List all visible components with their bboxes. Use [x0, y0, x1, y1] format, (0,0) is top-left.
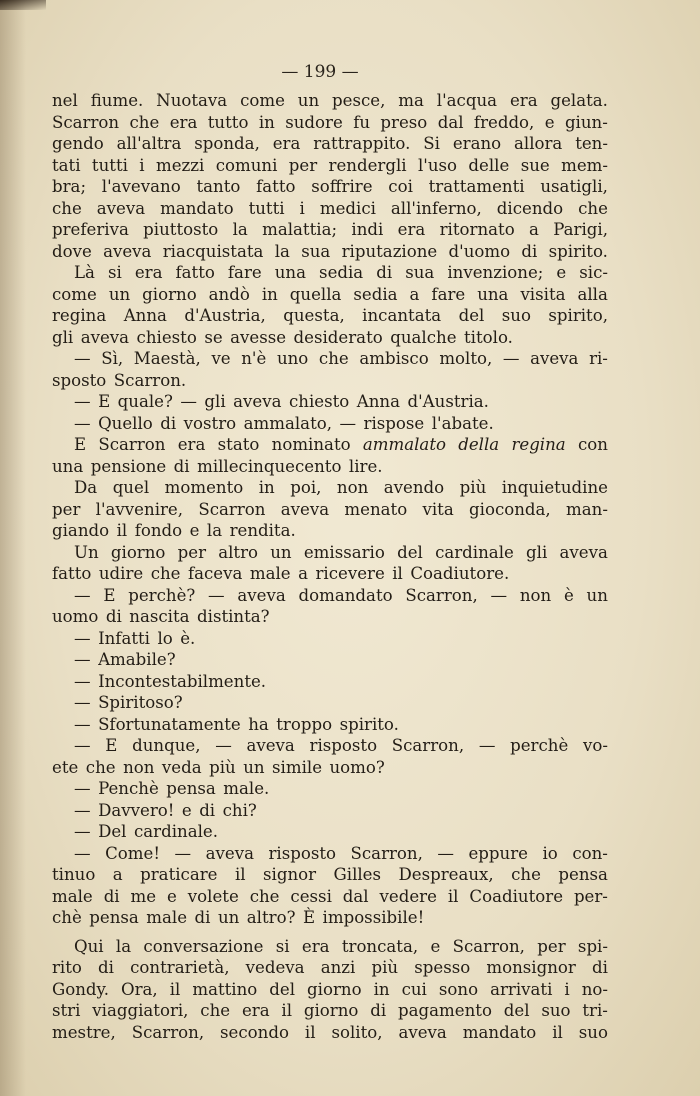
text-line: — Incontestabilmente.	[74, 671, 267, 691]
text-line: chè pensa male di un altro? È impossibile!	[52, 908, 425, 927]
text-line: come un giorno andò in quella sedia a fare una visita alla	[52, 284, 608, 304]
text-line: una pensione di millecinquecento lire.	[52, 456, 383, 476]
text-line: ete che non veda più un simile uomo?	[52, 757, 385, 777]
text-line: stri viaggiatori, che era il giorno di pagamento del suo tri-	[52, 1001, 608, 1020]
text-line: regina Anna d'Austria, questa, incantata del suo spirito,	[52, 306, 608, 325]
page-number: — 199 —	[281, 62, 359, 82]
text-line: per l'avvenire, Scarron aveva menato vita gioconda, man-	[52, 499, 608, 519]
text-line: — Quello di vostro ammalato, — rispose l'abate.	[74, 413, 494, 433]
text-line: rito di contrarietà, vedeva anzi più spesso monsignor di	[52, 958, 608, 977]
text-line: dove aveva riacquistata la sua riputazione d'uomo di spirito.	[52, 241, 608, 261]
text-line: uomo di nascita distinta?	[52, 607, 270, 626]
text-line: giando il fondo e la rendita.	[52, 521, 296, 540]
text-line: Scarron che era tutto in sudore fu preso dal freddo, e giun-	[52, 112, 608, 132]
text-line: — Spiritoso?	[74, 693, 183, 712]
text-line: che aveva mandato tutti i medici all'inferno, dicendo che	[52, 198, 608, 218]
text-line: Un giorno per altro un emissario del cardinale gli aveva	[74, 542, 608, 562]
text-line: Là si era fatto fare una sedia di sua invenzione; e sic-	[74, 263, 608, 282]
corner-mark	[0, 0, 46, 10]
text-line: — E perchè? — aveva domandato Scarron, — non è un	[74, 585, 608, 605]
text-line: — E quale? — gli aveva chiesto Anna d'Austria.	[74, 392, 489, 411]
text-line: — Sì, Maestà, ve n'è uno che ambisco molto, — aveva ri-	[74, 349, 608, 368]
text-line: — Del cardinale.	[74, 822, 218, 841]
text-line: mestre, Scarron, secondo il solito, aveva mandato il suo	[52, 1022, 608, 1042]
text-line: — Sfortunatamente ha troppo spirito.	[74, 714, 399, 734]
text-line: sposto Scarron.	[52, 370, 187, 390]
text-line: fatto udire che faceva male a ricevere il Coadiutore.	[52, 564, 510, 583]
text-line: — E dunque, — aveva risposto Scarron, — perchè vo-	[74, 736, 608, 755]
text-line: nel fiume. Nuotava come un pesce, ma l'acqua era gelata.	[52, 91, 608, 110]
text-line: Da quel momento in poi, non avendo più inquietudine	[74, 478, 608, 497]
text-line: preferiva piuttosto la malattia; indi era ritornato a Parigi,	[52, 220, 608, 239]
text-line: bra; l'avevano tanto fatto soffrire coi trattamenti usatigli,	[52, 177, 608, 196]
text-line: — Davvero! e di chi?	[74, 800, 257, 820]
text-line: tinuo a praticare il signor Gilles Despreaux, che pensa	[52, 865, 608, 884]
text-line: — Penchè pensa male.	[74, 779, 270, 798]
text-line: tati tutti i mezzi comuni per rendergli l'uso delle sue mem-	[52, 155, 608, 175]
text-line: gendo all'altra sponda, era rattrappito. Si erano allora ten-	[52, 134, 608, 153]
spine-shadow	[0, 0, 26, 1096]
text-line: Gondy. Ora, il mattino del giorno in cui sono arrivati i no-	[52, 979, 608, 999]
text-line: — Infatti lo è.	[74, 628, 196, 648]
text-line: E Scarron era stato nominato ammalato della regina con	[74, 435, 608, 454]
text-line: Qui la conversazione si era troncata, e Scarron, per spi-	[74, 936, 608, 956]
text-line: gli aveva chiesto se avesse desiderato qualche titolo.	[52, 327, 513, 347]
text-line: male di me e volete che cessi dal vedere il Coadiutore per-	[52, 886, 608, 906]
text-line: — Come! — aveva risposto Scarron, — eppure io con-	[74, 843, 608, 863]
body-text	[52, 90, 608, 1043]
text-line: — Amabile?	[74, 650, 176, 669]
